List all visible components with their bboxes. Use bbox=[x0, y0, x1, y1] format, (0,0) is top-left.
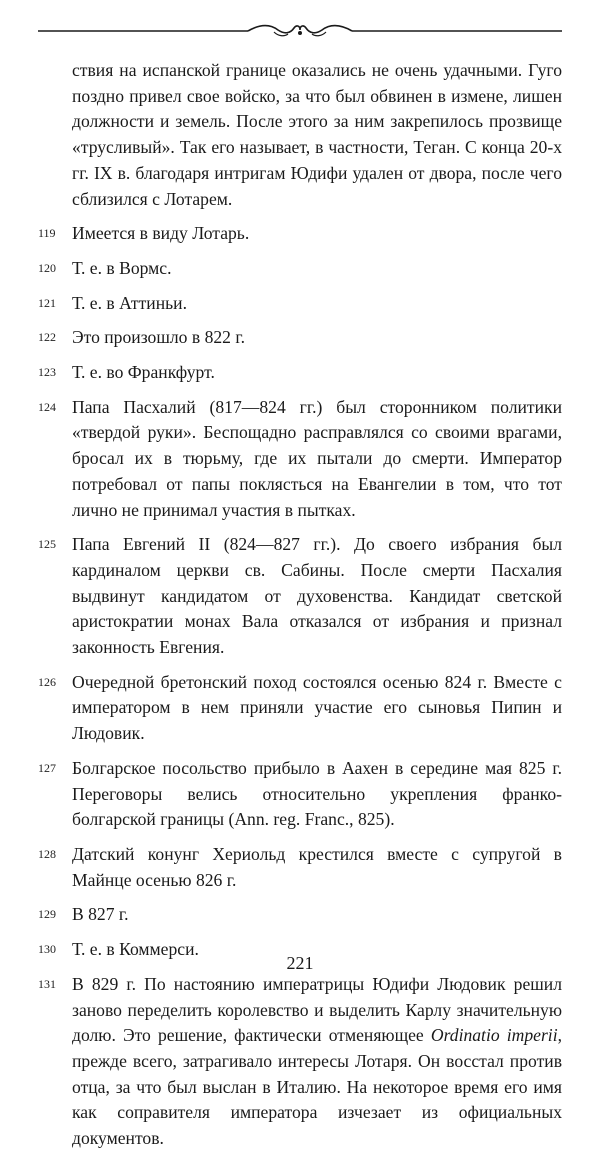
footnote-124 bbox=[38, 395, 562, 524]
footnote-126 bbox=[38, 670, 562, 747]
footnote-number: 129 bbox=[38, 907, 56, 922]
footnote-number: 125 bbox=[38, 537, 56, 552]
footnote-text: Болгарское посольство прибыло в Аахен в середине мая 825 г. Переговоры велись относительно укрепления франко-болгарской границы (Ann. reg. Franc., 825). bbox=[72, 757, 562, 830]
footnote-number: 131 bbox=[38, 976, 56, 991]
footnote-text: Т. е. в Аттиньи. bbox=[72, 292, 187, 313]
footnote-number: 119 bbox=[38, 226, 56, 241]
footnote-number: 121 bbox=[38, 295, 56, 310]
footnote-text: Т. е. во Франкфурт. bbox=[72, 362, 215, 383]
footnote-119 bbox=[38, 221, 562, 247]
footnote-131 bbox=[38, 972, 562, 1152]
footnote-125 bbox=[38, 532, 562, 661]
footnote-128 bbox=[38, 842, 562, 893]
footnote-number: 120 bbox=[38, 260, 56, 275]
footnote-121 bbox=[38, 291, 562, 317]
continuation-paragraph: ствия на испанской границе оказались не очень удачными. Гуго поздно привел свое войско, за что был обвинен в измене, лишен должности и земель. После этого за ним закрепилось прозвище «трусливый». Так его называет, в частности, Теган. С конца 20-х гг. IX в. благодаря интригам Юдифи удален от двора, после чего сблизился с Лотарем. bbox=[72, 60, 562, 209]
footnote-text: Т. е. в Коммерси. bbox=[72, 939, 199, 960]
footnote-number: 128 bbox=[38, 846, 56, 861]
footnote-text: Это произошло в 822 г. bbox=[72, 327, 245, 348]
page-number: 221 bbox=[286, 953, 314, 973]
footnote-text: Очередной бретонский поход состоялся осенью 824 г. Вместе с императором в нем приняли участие его сыновья Пипин и Людовик. bbox=[72, 671, 562, 744]
footnote-text: Датский конунг Хериольд крестился вместе с супругой в Майнце осенью 826 г. bbox=[72, 843, 562, 890]
footnote-number: 123 bbox=[38, 365, 56, 380]
footnote-123 bbox=[38, 360, 562, 386]
footnote-text: Папа Пасхалий (817—824 гг.) был сторонником политики «твердой руки». Беспощадно расправлялся со своими врагами, бросал их в тюрьму, где их пытали до смерти. Император потребовал от папы поклясться на Евангелии в том, что тот лично не принимал участия в пытках. bbox=[72, 396, 562, 520]
italic-title: Ordinatio imperii bbox=[430, 1025, 558, 1046]
ornamental-header-rule bbox=[38, 22, 562, 38]
footnote-122 bbox=[38, 325, 562, 351]
footnote-120 bbox=[38, 256, 562, 282]
footnote-text: Папа Евгений II (824—827 гг.). До своего избрания был кардиналом церкви св. Сабины. После смерти Пасхалия выдвинут кандидатом от духовенства. Кандидат светской аристократии монах Вала отказался от избрания и признал законность Евгения. bbox=[72, 534, 562, 658]
footnote-text: Имеется в виду Лотарь. bbox=[72, 223, 250, 244]
footnote-127 bbox=[38, 756, 562, 833]
footnote-text: Т. е. в Вормс. bbox=[72, 257, 172, 278]
footnote-text-part: В 829 г. По настоянию императрицы Юдифи Людовик решил заново переделить королевство и выделить Карлу значительную долю. Это решение, фактически отменяющее bbox=[72, 973, 562, 1046]
footnote-text-part: , прежде всего, затрагивало интересы Лотаря. Он восстал против отца, за что был выслан в Италию. На некоторое время его имя как соправителя императора изчезает из официальных документов. bbox=[72, 1025, 562, 1149]
footnote-number: 124 bbox=[38, 399, 56, 414]
footnote-number: 122 bbox=[38, 330, 56, 345]
footnote-text bbox=[72, 972, 562, 1152]
footnote-number: 126 bbox=[38, 674, 56, 689]
footnote-number: 130 bbox=[38, 942, 56, 957]
footnote-129 bbox=[38, 902, 562, 928]
footnote-text: В 827 г. bbox=[72, 904, 129, 925]
footnotes-body bbox=[38, 58, 562, 1152]
footnote-number: 127 bbox=[38, 760, 56, 775]
